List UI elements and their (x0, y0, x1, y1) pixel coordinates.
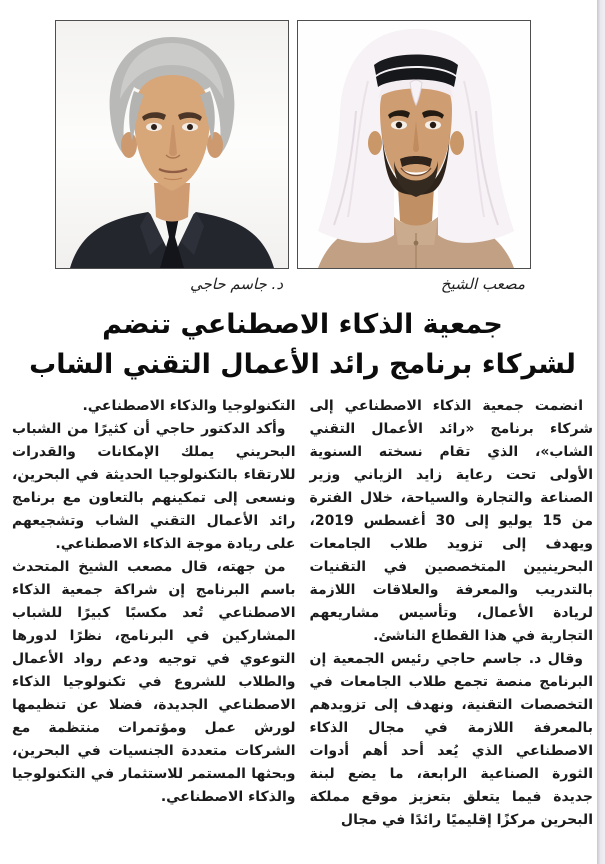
figure-musab-alshaikh (297, 20, 531, 297)
caption-musab-alshaikh: مصعب الشيخ (440, 275, 525, 293)
article-paragraph: انضمت جمعية الذكاء الاصطناعي إلى شركاء برنامج «رائد الأعمال التقني الشاب»، الذي تقام نسخته السنوية الأولى تحت رعاية زايد الزياني وزير الصناعة والتجارة والسياحة، خلال الفترة من 15 يوليو إلى 30 أغسطس 2019، ويهدف إلى تزويد طلاب الجامعات البحرينيين المتخصصين في التقنيات بالتدريب والمعرفة والعلاقات اللازمة لريادة الأعمال، وتأسيس مشاريعهم التجارية في هذا القطاع الناشئ. (309, 398, 594, 644)
figure-jasim-haji (55, 20, 289, 297)
photo-jasim-haji (55, 20, 289, 269)
portrait-jasim-haji-illustration (56, 21, 288, 268)
article-paragraph-continuation: التكنولوجيا والذكاء الاصطناعي. (82, 398, 296, 414)
headline-line-1: جمعية الذكاء الاصطناعي تنضم (102, 309, 503, 340)
article-paragraph: وأكد الدكتور حاجي أن كثيرًا من الشباب البحريني يملك الإمكانات والقدرات للارتقاء بالتكنولوجيا الحديثة في البحرين، ونسعى إلى تمكينهم بالتعاون مع برنامج رائد الأعمال التقني الشاب وتشجيعهم على ريادة موجة الذكاء الاصطناعي. (12, 421, 296, 552)
caption-jasim-haji: د. جاسم حاجي (190, 275, 283, 293)
headline-line-2: لشركاء برنامج رائد الأعمال التقني الشاب (29, 349, 576, 380)
article-column-left (12, 395, 296, 832)
photo-musab-alshaikh (297, 20, 531, 269)
portrait-musab-alshaikh-illustration (298, 21, 531, 268)
article-paragraph: وقال د. جاسم حاجي رئيس الجمعية إن البرنامج منصة تجمع طلاب الجامعات في التخصصات التقنية، ونهدف إلى تزويدهم بالمعرفة اللازمة في مجال الذكاء الاصطناعي الذي يُعد أحد أهم أدوات الثورة الصناعية الرابعة، ما يضع لبنة جديدة فيما يتعلق بتعزيز موقع مملكة البحرين مركزًا إقليميًا رائدًا في مجال (309, 651, 593, 828)
article-paragraph: من جهته، قال مصعب الشيخ المتحدث باسم البرنامج إن شراكة جمعية الذكاء الاصطناعي تُعد مكسبًا كبيرًا للشباب المشاركين في البرنامج، نظرًا لدورها التوعوي في توجيه ودعم رواد الأعمال والطلاب للشروع في تكنولوجيا الذكاء الاصطناعي الجديدة، فضلا عن تنظيمها لورش عمل ومؤتمرات منتظمة مع الشركات متعددة الجنسيات في البحرين، وبحثها المستمر للاستثمار في التكنولوجيا والذكاء الاصطناعي. (12, 559, 296, 805)
photos-row (0, 0, 605, 297)
article-body (0, 385, 605, 832)
article-column-right (310, 395, 594, 832)
page-edge-shadow (597, 0, 605, 864)
article-headline (0, 305, 605, 385)
